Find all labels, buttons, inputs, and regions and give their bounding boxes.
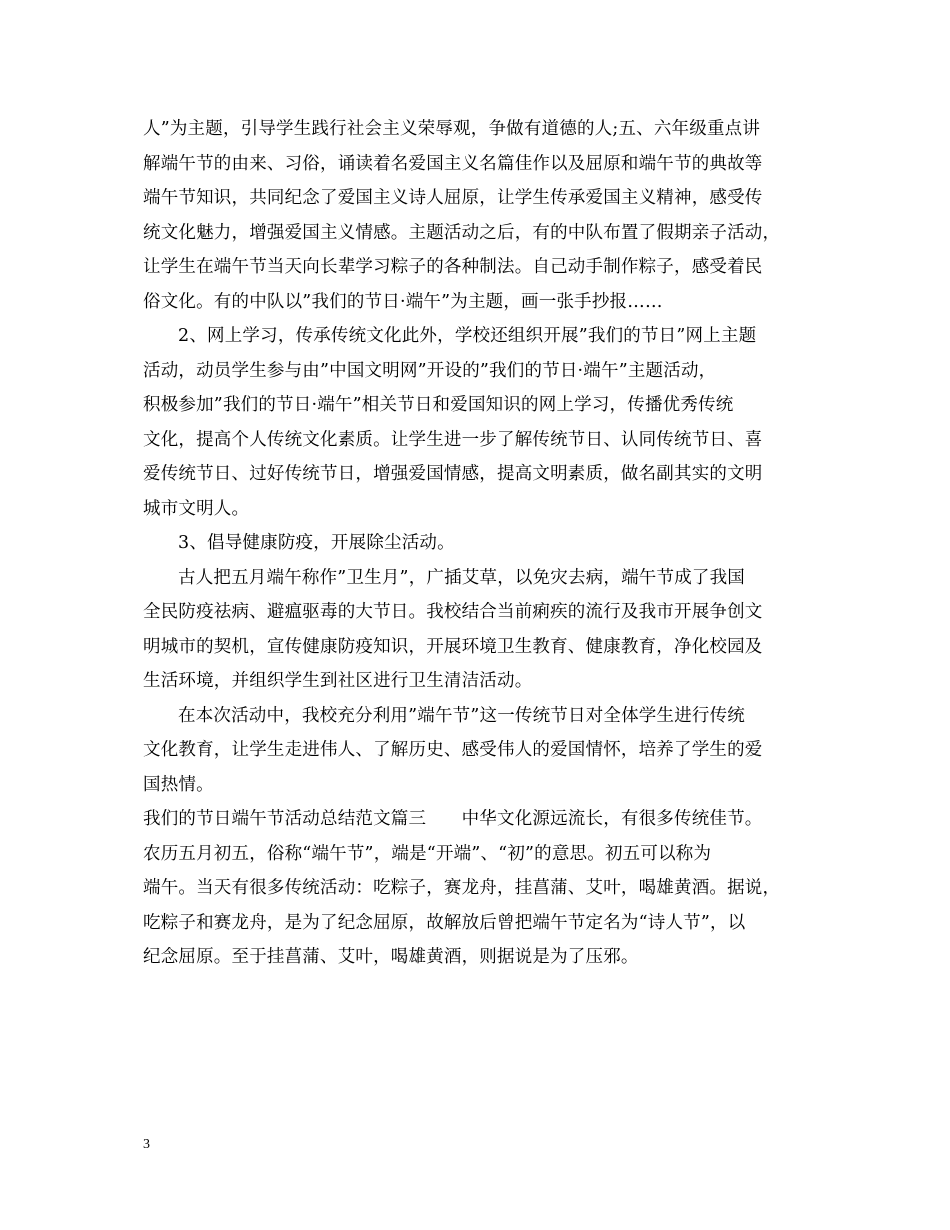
- text-line: 文化，提高个人传统文化素质。让学生进一步了解传统节日、认同传统节日、喜: [143, 429, 763, 450]
- paragraph: [143, 802, 803, 975]
- text-line: 古人把五月端午称作”卫生月”，广插艾草，以免灾去病，端午节成了我国: [178, 567, 745, 588]
- text-line: 统文化魅力，增强爱国主义情感。主题活动之后，有的中队布置了假期亲子活动，: [143, 222, 781, 243]
- paragraph: [143, 699, 803, 803]
- text-line: 全民防疫祛病、避瘟驱毒的大节日。我校结合当前痢疾的流行及我市开展争创文: [143, 602, 763, 622]
- text-line: 在本次活动中，我校充分利用”端午节”这一传统节日对全体学生进行传统: [178, 705, 745, 726]
- text-line: 生活环境，并组织学生到社区进行卫生清洁活动。: [143, 671, 533, 691]
- text-line: 端午节知识，共同纪念了爱国主义诗人屈原，让学生传承爱国主义精神，感受传: [143, 188, 763, 208]
- text-line: 我们的节日端午节活动总结范文篇三 中华文化源远流长，有很多传统佳节。: [143, 809, 763, 829]
- document-page: [143, 112, 803, 975]
- paragraph: [143, 319, 803, 526]
- text-line: 文化教育，让学生走进伟人、了解历史、感受伟人的爱国情怀，培养了学生的爱: [143, 740, 763, 760]
- text-line: 3、倡导健康防疫，开展除尘活动。: [178, 533, 455, 553]
- text-line: 纪念屈原。至于挂菖蒲、艾叶，喝雄黄酒，则据说是为了压邪。: [143, 947, 639, 967]
- text-line: 人”为主题，引导学生践行社会主义荣辱观，争做有道德的人;五、六年级重点讲: [143, 119, 761, 139]
- paragraph: [143, 526, 803, 561]
- text-line: 吃粽子和赛龙舟，是为了纪念屈原，故解放后曾把端午节定名为“诗人节”，以: [143, 912, 746, 933]
- text-line: 俗文化。有的中队以”我们的节日·端午”为主题，画一张手抄报……: [143, 291, 663, 312]
- text-line: 活动，动员学生参与由”中国文明网”开设的”我们的节日·端午”主题活动，: [143, 360, 717, 381]
- paragraph: [143, 561, 803, 699]
- text-line: 国热情。: [143, 774, 214, 795]
- text-line: 农历五月初五，俗称“端午节”，端是“开端”、“初”的意思。初五可以称为: [143, 843, 712, 864]
- paragraph: [143, 112, 803, 319]
- text-line: 解端午节的由来、习俗，诵读着名爱国主义名篇佳作以及屈原和端午节的典故等: [143, 153, 763, 174]
- text-line: 爱传统节日、过好传统节日，增强爱国情感，提高文明素质，做名副其实的文明: [143, 464, 763, 484]
- text-line: 城市文明人。: [143, 498, 250, 519]
- document-body: [143, 112, 803, 975]
- text-line: 让学生在端午节当天向长辈学习粽子的各种制法。自己动手制作粽子，感受着民: [143, 257, 763, 277]
- text-line: 2、网上学习，传承传统文化此外，学校还组织开展”我们的节日”网上主题: [178, 326, 757, 346]
- text-line: 明城市的契机，宣传健康防疫知识，开展环境卫生教育、健康教育，净化校园及: [143, 636, 763, 657]
- text-line: 端午。当天有很多传统活动：吃粽子，赛龙舟，挂菖蒲、艾叶，喝雄黄酒。据说，: [143, 878, 781, 898]
- page-number: 3: [143, 1137, 150, 1152]
- text-line: 积极参加”我们的节日·端午”相关节日和爱国知识的网上学习，传播优秀传统: [143, 395, 734, 415]
